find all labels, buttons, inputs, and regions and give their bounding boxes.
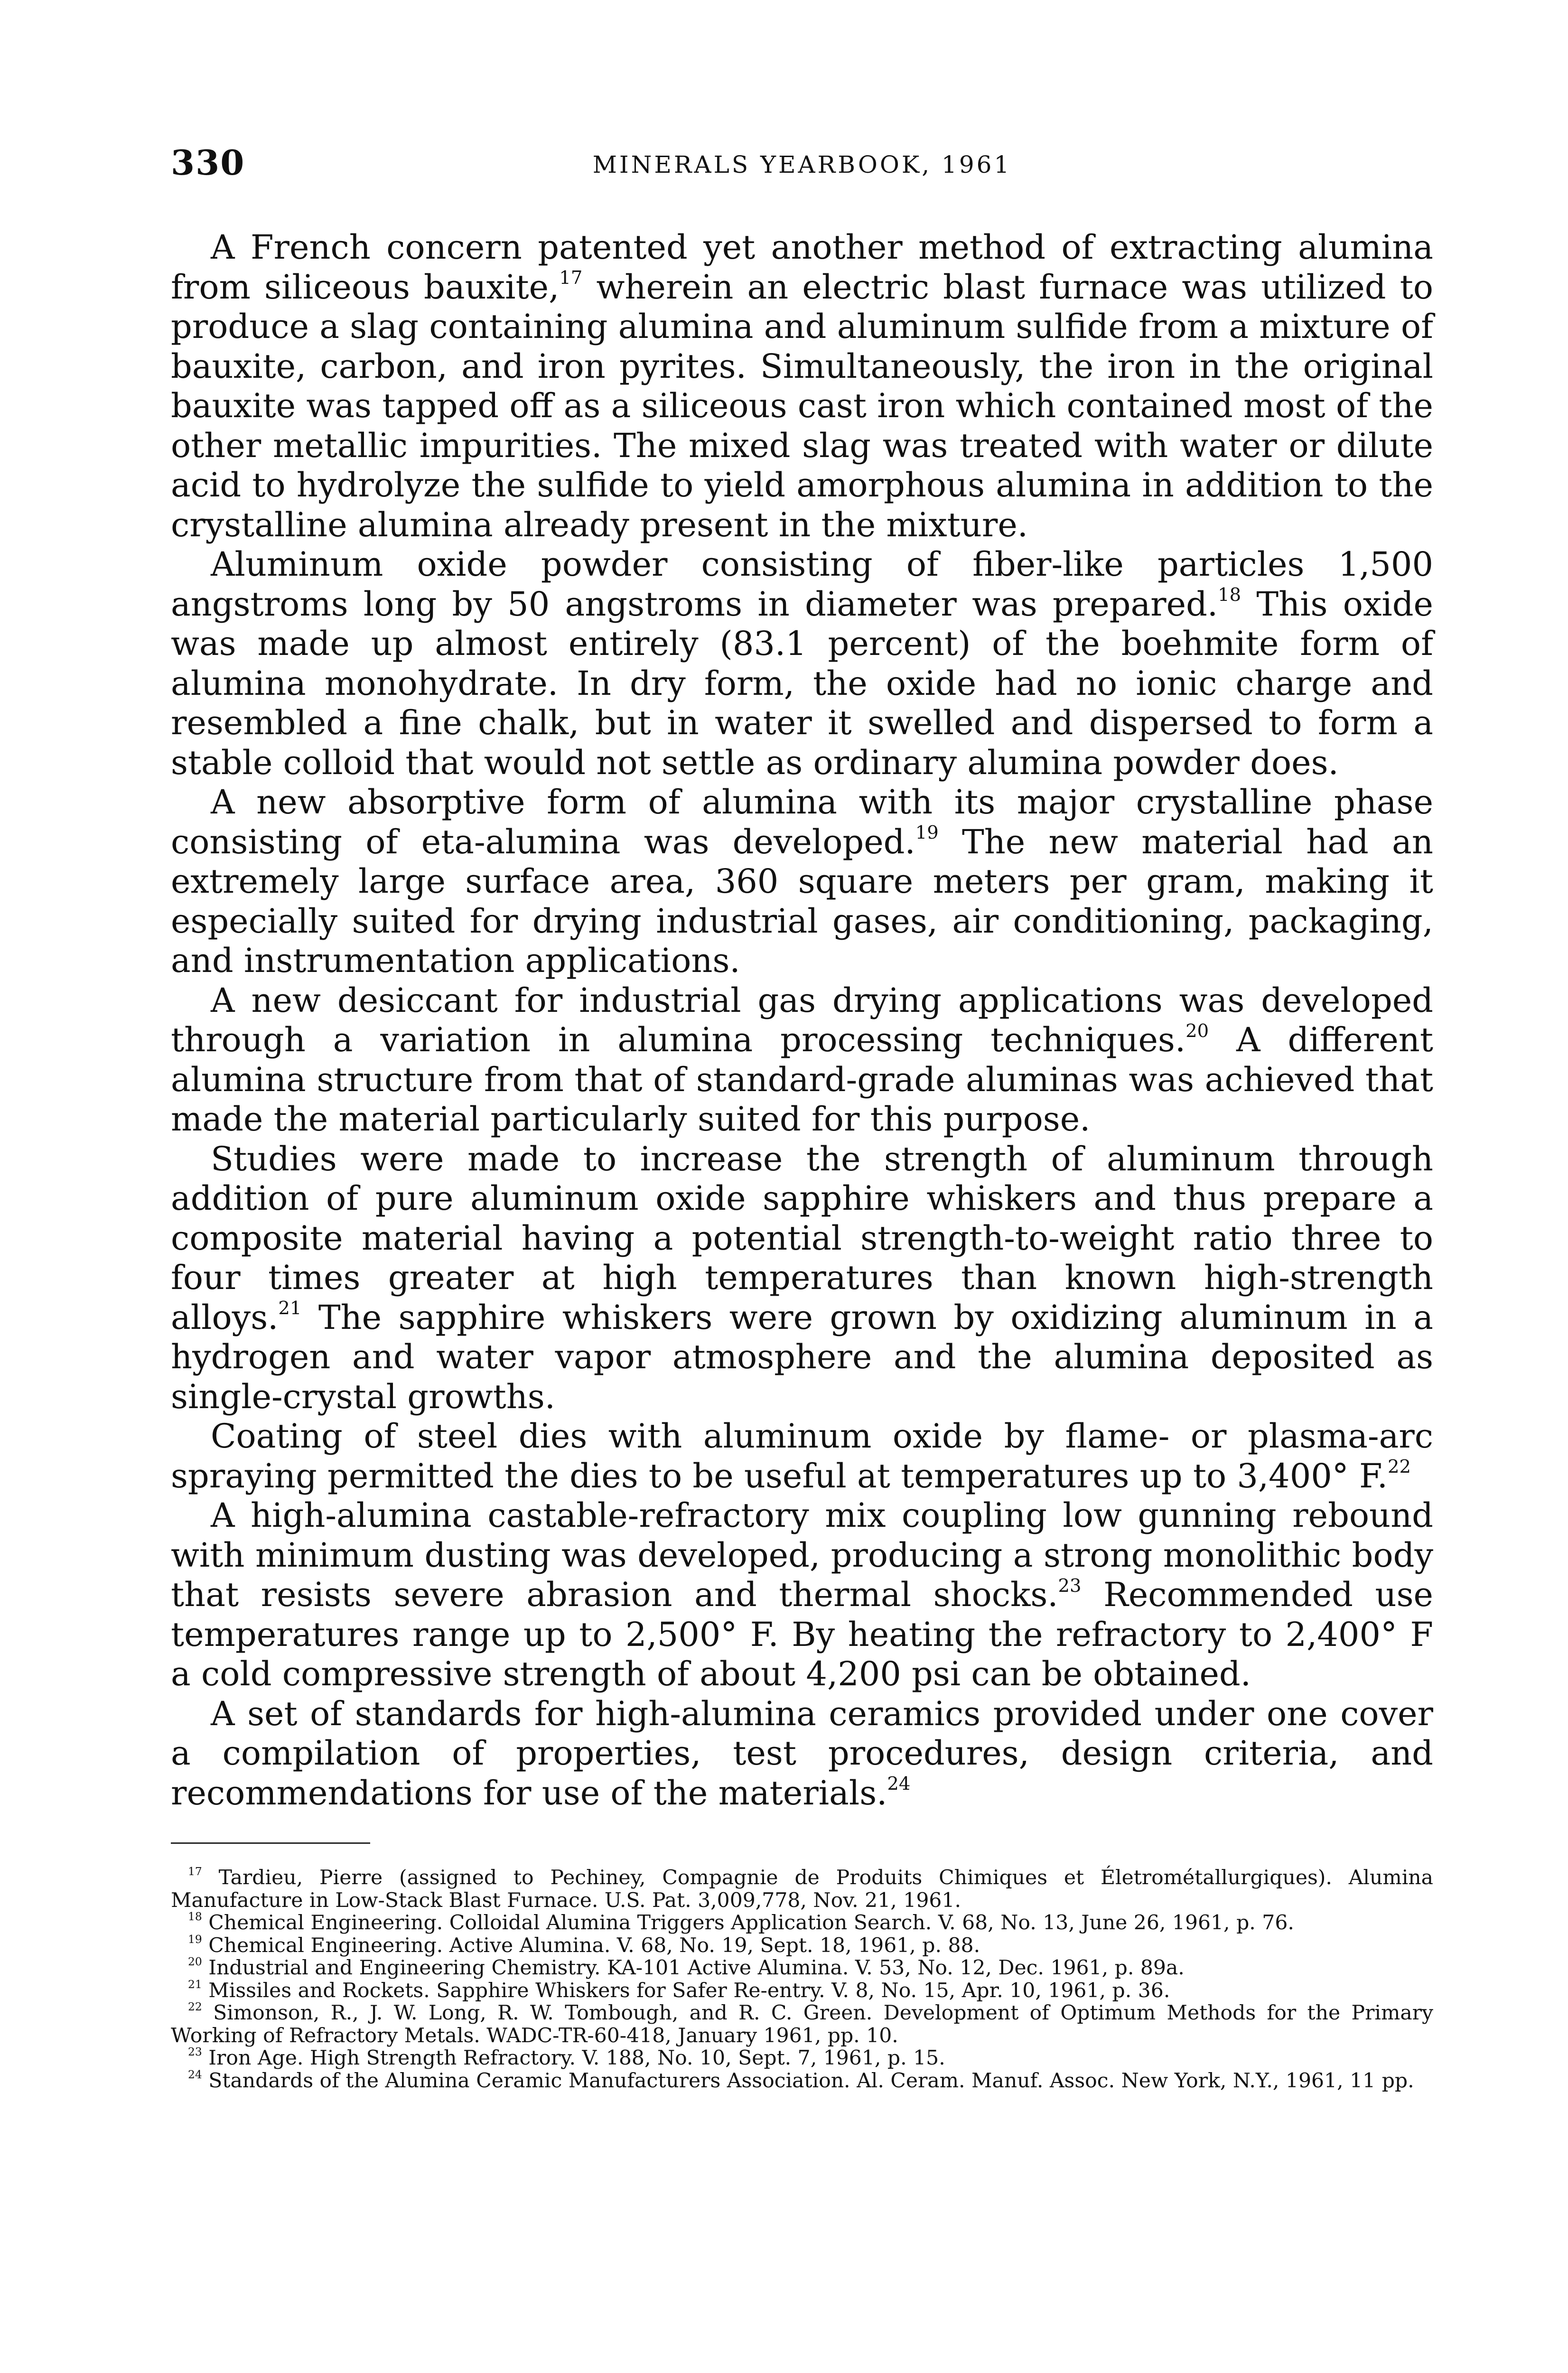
footnote-number: 20 (188, 1955, 202, 1969)
footnote-ref: 20 (1185, 1020, 1209, 1042)
running-head (171, 142, 1433, 195)
body-text (171, 228, 1433, 1813)
footnote-number: 24 (188, 2067, 202, 2081)
footnote-number: 19 (188, 1932, 202, 1946)
footnote-ref: 19 (915, 822, 939, 844)
paragraph: A set of standards for high-alumina ceramics provided under one cover a compilation of properties, test procedures, design criteria, and recommendations for use of the materials.$^{24}$ (171, 1694, 1433, 1812)
paragraph: A new absorptive form of alumina with its major crystalline phase consisting of eta-alumina was developed.$^{19}$ The new material had an extremely large surface area, 360 square meters per gram, making it especially suited for drying industrial gases, air conditioning, packaging, and instrumentation applications. (171, 783, 1433, 980)
footnote-ref: 24 (887, 1773, 911, 1795)
footnote-divider (171, 1842, 370, 1844)
footnote-number: 17 (188, 1865, 202, 1878)
footnote: $^{18}$ Chemical Engineering. Colloidal Alumina Triggers Application Search. V. 68, No. 13, June 26, 1961, p. 76. (188, 1910, 1294, 1934)
footnote: $^{17}$ Tardieu, Pierre (assigned to Pechiney, Compagnie de Produits Chimiques et Életrométallurgiques). Alumina Manufacture in Low-Stack Blast Furnace. U.S. Pat. 3,009,778, Nov. 21, 1961. (171, 1865, 1434, 1912)
paragraph: A new desiccant for industrial gas drying applications was developed through a variation in alumina processing techniques.$^{20}$ A different alumina structure from that of standard-grade aluminas was achieved that made the material particularly suited for this purpose. (171, 981, 1434, 1139)
footnote: $^{24}$ Standards of the Alumina Ceramic Manufacturers Association. Al. Ceram. Manuf. Assoc. New York, N.Y., 1961, 11 pp. (188, 2067, 1414, 2093)
footnotes (171, 1867, 1433, 2092)
running-title: MINERALS YEARBOOK, 1961 (592, 151, 1012, 178)
footnote: $^{23}$ Iron Age. High Strength Refractory. V. 188, No. 10, Sept. 7, 1961, p. 15. (188, 2045, 945, 2070)
paragraph: A high-alumina castable-refractory mix coupling low gunning rebound with minimum dusting was developed, producing a strong monolithic body that resists severe abrasion and thermal shocks.$^{23}$ Recommended use temperatures range up to 2,500° F. By heating the refractory to 2,400° F a cold compressive strength of about 4,200 psi can be obtained. (171, 1496, 1433, 1693)
paragraph: Aluminum oxide powder consisting of fiber-like particles 1,500 angstroms long by 50 angstroms in diameter was prepared.$^{18}$ This oxide was made up almost entirely (83.1 percent) of the boehmite form of alumina monohydrate. In dry form, the oxide had no ionic charge and resembled a fine chalk, but in water it swelled and dispersed to form a stable colloid that would not settle as ordinary alumina powder does. (171, 545, 1433, 782)
footnote-ref: 18 (1218, 584, 1241, 606)
page (171, 142, 1433, 2092)
footnote-ref: 22 (1387, 1456, 1411, 1478)
footnote-number: 18 (188, 1910, 202, 1924)
page-number: 330 (171, 142, 245, 183)
footnote: $^{20}$ Industrial and Engineering Chemistry. KA-101 Active Alumina. V. 53, No. 12, Dec. 1961, p. 89a. (188, 1955, 1185, 1980)
footnote: $^{21}$ Missiles and Rockets. Sapphire Whiskers for Safer Re-entry. V. 8, No. 15, Apr. 10, 1961, p. 36. (188, 1977, 1170, 2002)
footnote-ref: 17 (559, 267, 583, 289)
footnote-number: 21 (188, 1977, 202, 1991)
paragraph: A French concern patented yet another method of extracting alumina from siliceous bauxite,$^{17}$ wherein an electric blast furnace was utilized to produce a slag containing alumina and aluminum sulfide from a mixture of bauxite, carbon, and iron pyrites. Simultaneously, the iron in the original bauxite was tapped off as a siliceous cast iron which contained most of the other metallic impurities. The mixed slag was treated with water or dilute acid to hydrolyze the sulfide to yield amorphous alumina in addition to the crystalline alumina already present in the mixture. (171, 228, 1433, 544)
footnote: $^{22}$ Simonson, R., J. W. Long, R. W. Tombough, and R. C. Green. Development of Optimum Methods for the Primary Working of Refractory Metals. WADC-TR-60-418, January 1961, pp. 10. (171, 2000, 1433, 2047)
footnote-ref: 23 (1058, 1575, 1082, 1597)
footnote-ref: 21 (278, 1298, 302, 1319)
paragraph: Coating of steel dies with aluminum oxide by flame- or plasma-arc spraying permitted the dies to be useful at temperatures up to 3,400° F.$^{22}$ (171, 1417, 1433, 1495)
footnote: $^{19}$ Chemical Engineering. Active Alumina. V. 68, No. 19, Sept. 18, 1961, p. 88. (188, 1932, 980, 1957)
paragraph: Studies were made to increase the strength of aluminum through addition of pure aluminum oxide sapphire whiskers and thus prepare a composite material having a potential strength-to-weight ratio three to four times greater at high temperatures than known high-strength alloys.$^{21}$ The sapphire whiskers were grown by oxidizing aluminum in a hydrogen and water vapor atmosphere and the alumina deposited as single-crystal growths. (171, 1139, 1433, 1416)
footnote-number: 22 (188, 2000, 202, 2014)
footnote-number: 23 (188, 2045, 202, 2059)
